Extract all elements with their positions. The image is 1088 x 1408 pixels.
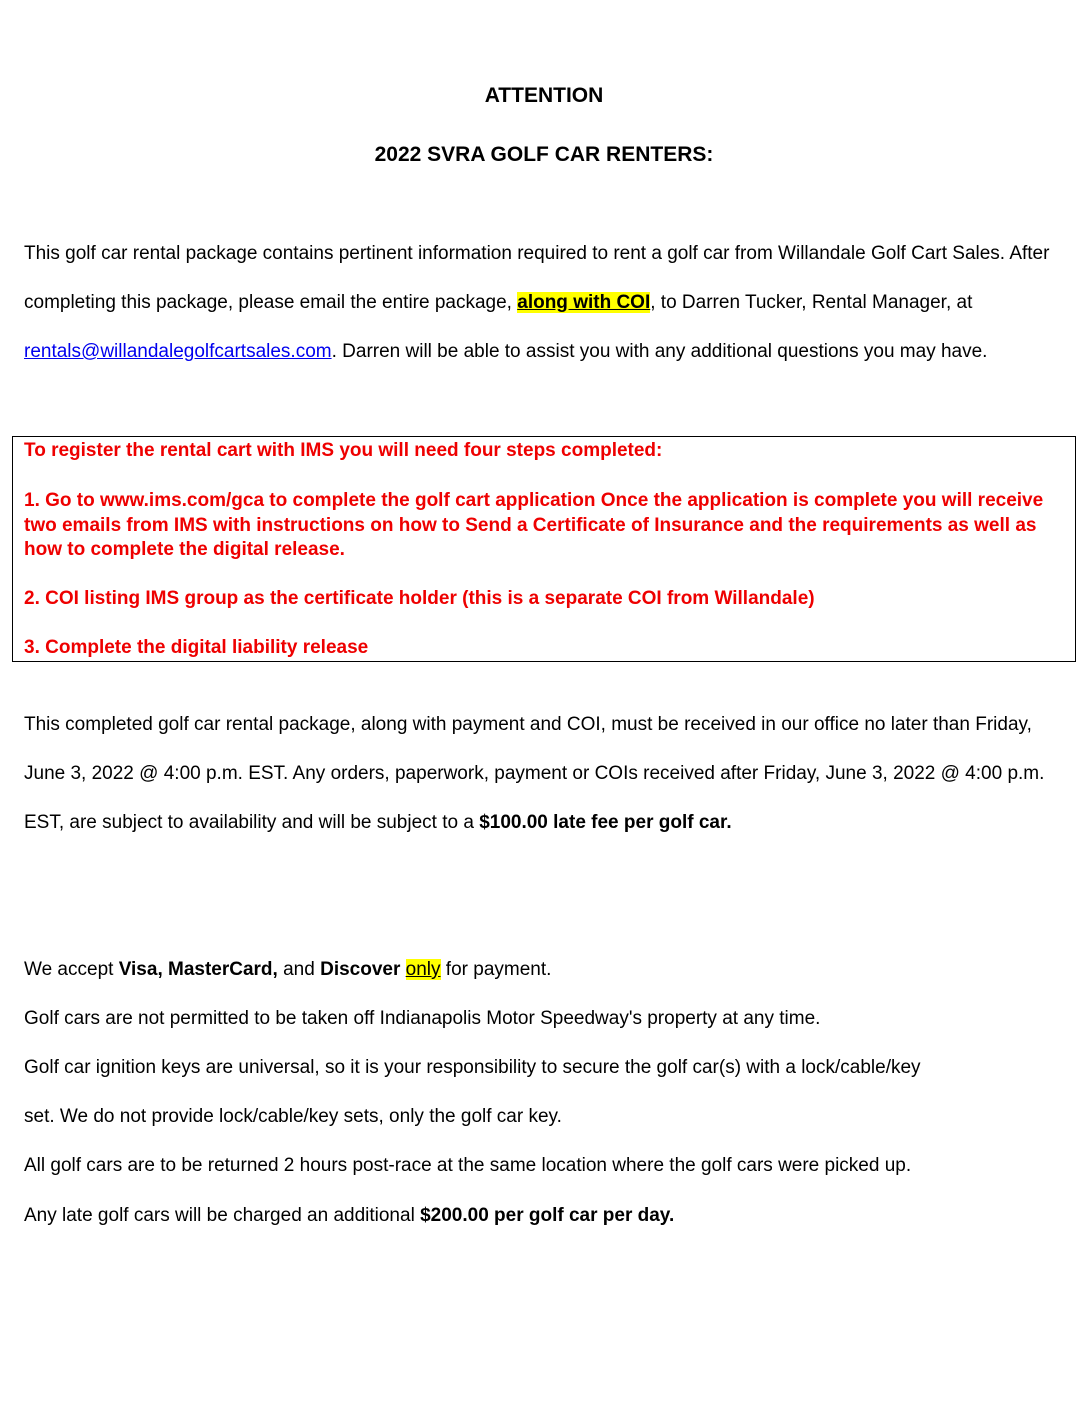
payment-line bbox=[24, 957, 551, 983]
ims-step-2: 2. COI listing IMS group as the certificate holder (this is a separate COI from Willandale) bbox=[24, 588, 815, 609]
ims-step-1: 1. Go to www.ims.com/gca to complete the golf cart application Once the application is complete you will receive two emails from IMS with instructions on how to Send a Certificate of Insurance and the requirements as well as how to complete the digital release. bbox=[24, 490, 1044, 560]
payment-space bbox=[400, 959, 405, 980]
payment-discover: Discover bbox=[320, 959, 401, 980]
intro-paragraph bbox=[24, 229, 1074, 376]
payment-prefix: We accept bbox=[24, 959, 119, 980]
attention-heading: ATTENTION bbox=[484, 84, 604, 107]
return-rule: All golf cars are to be returned 2 hours post-race at the same location where the golf cars were picked up. bbox=[24, 1155, 912, 1176]
deadline-text: This completed golf car rental package, along with payment and COI, must be received in our office no later than Friday, June 3, 2022 @ 4:00 p.m. EST. Any orders, paperwork, payment or COIs received after Friday, June 3, 2022 @ 4:00 p.m. EST, are subject to availability and will be subject to a bbox=[24, 714, 1045, 833]
payment-and: and bbox=[277, 959, 321, 980]
intro-text-1: This golf car rental package contains pertinent information required to rent a golf car from Willandale Golf Cart Sales. After completing this package, please email the entire package, bbox=[24, 243, 1050, 313]
property-rule: Golf cars are not permitted to be taken off Indianapolis Motor Speedway's property at any time. bbox=[24, 1008, 821, 1029]
intro-text-2: , to Darren Tucker, Rental Manager, at bbox=[650, 292, 973, 313]
intro-text-3: . Darren will be able to assist you with any additional questions you may have. bbox=[331, 341, 988, 362]
payment-suffix: for payment. bbox=[440, 959, 552, 980]
late-fee-bold: $100.00 late fee per golf car. bbox=[479, 812, 732, 833]
ims-step-3: 3. Complete the digital liability release bbox=[24, 637, 369, 658]
ims-notice-heading: To register the rental cart with IMS you will need four steps completed: bbox=[24, 440, 663, 461]
late-charge-prefix: Any late golf cars will be charged an additional bbox=[24, 1205, 421, 1226]
late-charge-rule bbox=[24, 1203, 674, 1229]
keys-rule-line-2: set. We do not provide lock/cable/key sets, only the golf car key. bbox=[24, 1106, 562, 1127]
along-with-coi-highlight: along with COI bbox=[517, 292, 651, 313]
late-charge-bold: $200.00 per golf car per day. bbox=[420, 1205, 675, 1226]
deadline-paragraph bbox=[24, 700, 1064, 847]
renters-heading: 2022 SVRA GOLF CAR RENTERS: bbox=[374, 143, 714, 166]
keys-rule-line-1: Golf car ignition keys are universal, so it is your responsibility to secure the golf car(s) with a lock/cable/key bbox=[24, 1057, 921, 1078]
rentals-email-link[interactable]: rentals@willandalegolfcartsales.com bbox=[24, 341, 332, 362]
payment-cards: Visa, MasterCard, bbox=[118, 959, 278, 980]
only-highlight: only bbox=[405, 959, 441, 980]
